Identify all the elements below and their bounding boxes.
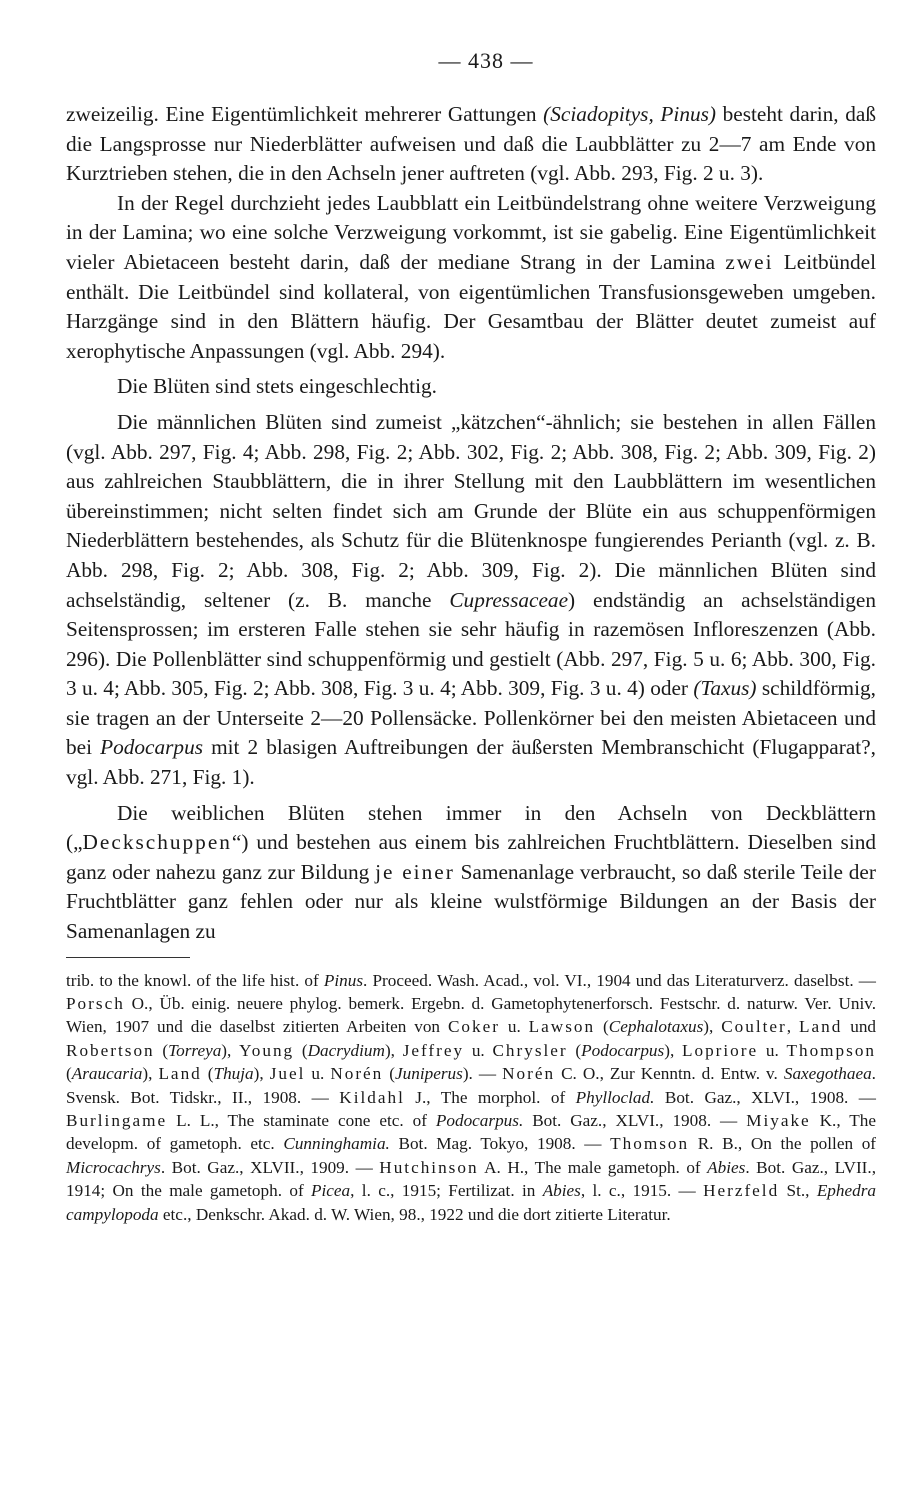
footnote-text [66, 969, 876, 1226]
text-run: zweizeilig. Eine Eigentümlichkeit mehrerer Gattungen [66, 102, 544, 126]
spaced-term: Deckschuppen [82, 830, 232, 855]
author-name: Burlingame [66, 1111, 168, 1131]
taxon-name: Saxegothaea [783, 1064, 872, 1084]
author-name: Norén [502, 1064, 556, 1084]
author-name: Robertson [66, 1040, 155, 1060]
text-run: , l. c., 1915. — [580, 1181, 704, 1201]
author-name: Coulter [721, 1017, 787, 1037]
author-name: Norén [330, 1064, 384, 1084]
taxon-name: (Taxus) [693, 676, 757, 701]
text-run: ), [221, 1040, 240, 1060]
text-run: schildförmig, sie tragen an der Unterseite 2—20 Pollensäcke. Pollenkörner bei den meisten Abietaceen und bei [66, 676, 876, 760]
taxon-name: Juniperus [395, 1064, 463, 1084]
text-run: In der Regel durchzieht jedes Laubblatt ein Leitbündelstrang ohne weitere Verzweigung in der Lamina; wo eine solche Verzweigung vorkommt, ist sie gabelig. Eine Eigentümlichkeit vieler Abietaceen besteht darin, daß der mediane Strang in der Lamina [66, 190, 876, 274]
author-name: Chrysler [492, 1040, 568, 1060]
text-run: A. H., The male gametoph. of [478, 1157, 708, 1177]
text-run: ) endständig an achselständigen Seitensprossen; im ersteren Falle stehen sie sehr häufig in razemösen Infloreszenzen (Abb. 296). Die Pollenblätter sind schuppenförmig und gestielt (Abb. 297, Fig. 5 u. 6; Abb. 300, Fig. 3 u. 4; Abb. 305, Fig. 2; Abb. 308, Fig. 3 u. 4; Abb. 309, Fig. 3 u. 4) oder [66, 587, 876, 701]
text-run: Bot. Mag. Tokyo, 1908. — [389, 1134, 611, 1154]
author-name: Porsch [66, 994, 125, 1014]
footnote-divider [66, 957, 190, 958]
text-run: O., Üb. einig. neuere phylog. bemerk. Ergebn. d. Gametophytenerforsch. Festschr. d. naturw. Ver. Univ. Wien, 1907 und die daselbst zitierten Arbeiten von [66, 994, 876, 1037]
taxon-name: Podocarpus. [435, 1111, 524, 1131]
taxon-name: Ephedra campylopoda [66, 1181, 877, 1224]
page-number: — 438 — [438, 48, 534, 73]
text-run: mit 2 blasigen Auftreibungen der äußersten Membranschicht (Flugapparat?, vgl. Abb. 271, Fig. 1). [66, 735, 876, 790]
taxon-name: Cunninghamia. [283, 1134, 390, 1154]
book-page [66, 48, 876, 1226]
text-run: . Bot. Gaz., XLVII., 1909. — [160, 1157, 380, 1177]
text-run: und [842, 1017, 877, 1037]
text-run: ( [66, 1064, 72, 1084]
paragraph-4 [66, 408, 876, 793]
text-run: ( [567, 1040, 582, 1060]
author-name: Land [798, 1017, 843, 1037]
taxon-name: Abies [542, 1181, 581, 1201]
taxon-name: Microcachrys [66, 1157, 161, 1177]
text-run: . Bot. Gaz., LVII., 1914; On the male gametoph. of [66, 1157, 876, 1201]
text-run: J., The morphol. of [404, 1087, 576, 1107]
author-name: Jeffrey [402, 1040, 465, 1060]
text-run: u. [305, 1064, 331, 1084]
text-run: u. [758, 1040, 787, 1060]
author-name: Miyake [746, 1111, 811, 1131]
text-run: ), [703, 1017, 722, 1037]
paragraph-1 [66, 100, 876, 189]
text-run: ), [664, 1040, 682, 1060]
paragraph-2 [66, 189, 876, 367]
author-name: Young [239, 1040, 295, 1060]
text-run: ( [294, 1040, 308, 1060]
author-name: Lopriore [681, 1040, 759, 1060]
paragraph-5 [66, 799, 876, 947]
text-run: etc., Denkschr. Akad. d. W. Wien, 98., 1922 und die dort zitierte Literatur. [158, 1204, 671, 1224]
body-text [66, 100, 876, 947]
text-run: , [786, 1017, 799, 1037]
spaced-emphasis: zwei [725, 249, 774, 274]
footnote [66, 969, 876, 1226]
taxon-name: Abies [707, 1157, 746, 1177]
taxon-name: Torreya [168, 1040, 222, 1060]
text-run: . Svensk. Bot. Tidskr., II., 1908. — [66, 1064, 876, 1107]
paragraph-3: Die Blüten sind stets eingeschlechtig. [117, 374, 437, 399]
author-name: Hutchinson [379, 1157, 479, 1177]
text-run: besteht darin, daß die Langsprosse nur Niederblätter aufweisen und daß die Laubblätter zu 2—7 am Ende von Kurztrieben stehen, die in den Achseln jener auftreten (vgl. Abb. 293, Fig. 2 u. 3). [66, 102, 876, 186]
taxon-name: Picea [311, 1181, 351, 1201]
text-run: Samenanlage verbraucht, so daß sterile Teile der Fruchtblätter ganz fehlen oder nur als kleine wulstförmige Bildungen an der Basis der Samenanlagen zu [66, 859, 876, 944]
author-name: Juel [269, 1064, 306, 1084]
taxon-name: Cupressaceae [449, 587, 569, 612]
text-run: ), [142, 1064, 159, 1084]
taxon-name: Thuja [213, 1064, 254, 1084]
author-name: Herzfeld [703, 1181, 780, 1201]
taxon-name: Podocarpus [581, 1040, 665, 1060]
taxon-name: Araucaria [71, 1064, 143, 1084]
author-name: Lawson [528, 1017, 596, 1037]
text-run: ( [154, 1040, 169, 1060]
author-name: Land [158, 1064, 202, 1084]
taxon-name: Pinus [323, 970, 364, 990]
taxon-name: Podocarpus [100, 735, 204, 760]
text-run: u. [464, 1040, 493, 1060]
text-run: Die männlichen Blüten sind zumeist „kätzchen“-ähnlich; sie bestehen in allen Fällen (vgl. Abb. 297, Fig. 4; Abb. 298, Fig. 2; Abb. 302, Fig. 2; Abb. 308, Fig. 2; Abb. 309, Fig. 2) aus zahlreichen Staubblättern, die in ihrer Stellung mit den Laubblättern im wesentlichen übereinstimmen; nicht selten findet sich am Grunde der Blüte ein aus schuppenförmigen Niederblättern bestehendes, als Schutz für die Blütenknospe fungierendes Perianth (vgl. z. B. Abb. 298, Fig. 2; Abb. 308, Fig. 2; Abb. 309, Fig. 2). Die männlichen Blüten sind achselständig, seltener (z. B. manche [66, 409, 876, 612]
author-name: Thomson [610, 1134, 690, 1154]
text-run: ), [253, 1064, 270, 1084]
text-run: Leitbündel enthält. Die Leitbündel sind kollateral, von eigentümlichen Transfusionsgeweben umgeben. Harzgänge sind in den Blättern häufig. Der Gesamtbau der Blätter deutet zumeist auf xerophytische Anpassungen (vgl. Abb. 294). [66, 249, 876, 363]
text-run: trib. to the knowl. of the life hist. of [66, 970, 324, 990]
text-run: Die weiblichen Blüten stehen immer in den Achseln von Deckblättern („ [66, 800, 876, 855]
text-run: L. L., The staminate cone etc. of [167, 1111, 436, 1131]
text-run: u. [499, 1017, 529, 1037]
text-run: “) und bestehen aus einem bis zahlreichen Fruchtblättern. Dieselben sind ganz oder nahezu ganz zur Bildung [66, 830, 876, 884]
text-run: ( [595, 1017, 609, 1037]
author-name: Coker [447, 1017, 500, 1037]
text-run: . Proceed. Wash. Acad., vol. VI., 1904 und das Literaturverz. daselbst. — [363, 970, 876, 990]
text-run: ( [383, 1064, 396, 1084]
text-run: ). — [462, 1064, 503, 1084]
taxon-name: Dacrydium [307, 1040, 385, 1060]
text-run: Bot. Gaz., XLVI., 1908. — [523, 1111, 747, 1131]
genus-names: (Sciadopitys, Pinus) [543, 102, 716, 126]
text-run: , l. c., 1915; Fertilizat. in [350, 1181, 543, 1201]
text-run: R. B., On the pollen of [689, 1134, 877, 1154]
text-run: St., [779, 1181, 817, 1201]
spaced-emphasis: je einer [375, 859, 455, 884]
text-run: K., The developm. of gametoph. etc. [66, 1111, 876, 1154]
taxon-name: Cephalotaxus [608, 1017, 704, 1037]
text-run: Bot. Gaz., XLVI., 1908. — [654, 1087, 876, 1107]
taxon-name: Phylloclad. [575, 1087, 655, 1107]
text-run: ), [384, 1040, 403, 1060]
author-name: Thompson [786, 1040, 877, 1060]
author-name: Kildahl [339, 1087, 405, 1107]
text-run: ( [201, 1064, 214, 1084]
text-run: C. O., Zur Kenntn. d. Entw. v. [555, 1064, 784, 1084]
